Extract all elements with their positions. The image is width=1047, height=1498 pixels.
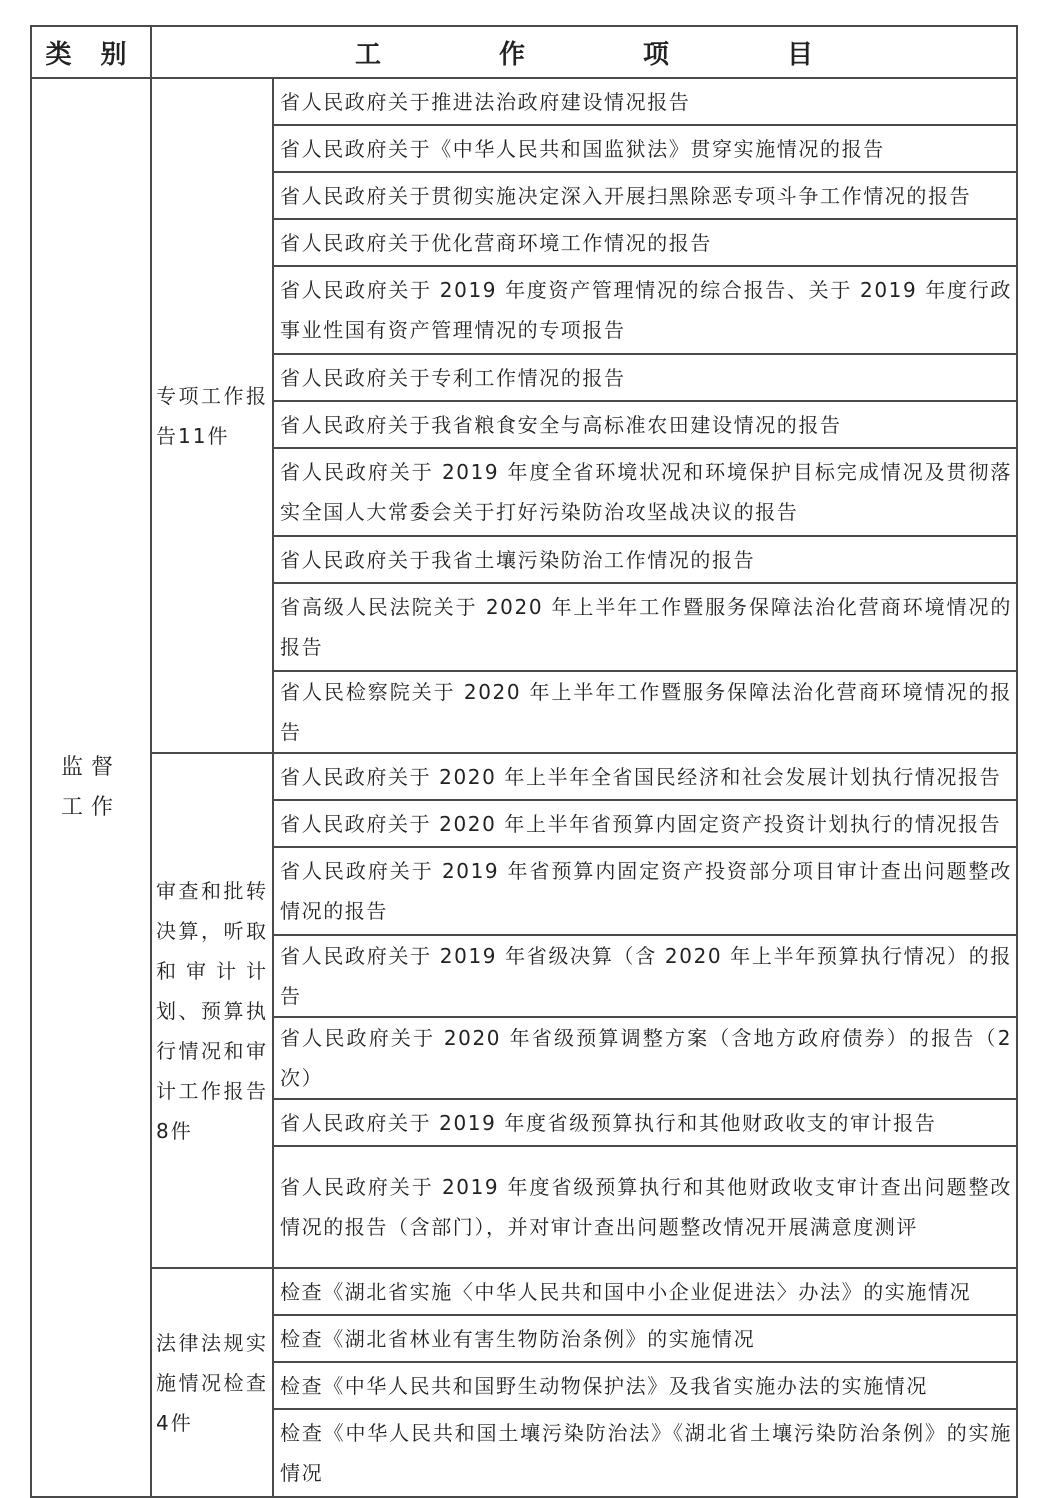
table-row: [31, 78, 1017, 125]
work-plan-table: [30, 25, 1018, 1498]
work-item: 省人民政府关于 2019 年度省级预算执行和其他财政收支审计查出问题整改情况的报告（含部门），并对审计查出问题整改情况开展满意度测评: [273, 1146, 1017, 1268]
group-label-law-inspection: 法律法规实施情况检查4件: [151, 1268, 273, 1497]
work-item: 省高级人民法院关于 2020 年上半年工作暨服务保障法治化营商环境情况的报告: [273, 583, 1017, 671]
work-item: 检查《中华人民共和国野生动物保护法》及我省实施办法的实施情况: [273, 1362, 1017, 1409]
work-item: 省人民政府关于 2019 年度资产管理情况的综合报告、关于 2019 年度行政事业性国有资产管理情况的专项报告: [273, 266, 1017, 354]
table-row: [31, 1268, 1017, 1315]
group-label-special-reports: 专项工作报告11件: [151, 78, 273, 753]
work-item: 省人民政府关于我省粮食安全与高标准农田建设情况的报告: [273, 401, 1017, 448]
work-item: 省人民政府关于 2019 年省级决算（含 2020 年上半年预算执行情况）的报告: [273, 935, 1017, 1017]
category-cell: [31, 78, 151, 1497]
header-work-items: [151, 26, 1017, 78]
work-item: 省人民政府关于贯彻实施决定深入开展扫黑除恶专项斗争工作情况的报告: [273, 172, 1017, 219]
work-item: 省人民检察院关于 2020 年上半年工作暨服务保障法治化营商环境情况的报告: [273, 671, 1017, 753]
work-item: 检查《中华人民共和国土壤污染防治法》《湖北省土壤污染防治条例》的实施情况: [273, 1409, 1017, 1497]
header-row: [31, 26, 1017, 78]
work-item: 检查《湖北省实施〈中华人民共和国中小企业促进法〉办法》的实施情况: [273, 1268, 1017, 1315]
work-item: 省人民政府关于 2020 年上半年省预算内固定资产投资计划执行的情况报告: [273, 800, 1017, 847]
work-plan-table-container: [30, 25, 1016, 1485]
work-item: 省人民政府关于 2020 年上半年全省国民经济和社会发展计划执行情况报告: [273, 753, 1017, 800]
group-label-budget-audit: 审查和批转决算，听取和审计计划、预算执行情况和审计工作报告8件: [151, 753, 273, 1268]
header-category: 类 别: [31, 26, 151, 78]
work-item: 省人民政府关于 2019 年省预算内固定资产投资部分项目审计查出问题整改情况的报告: [273, 847, 1017, 935]
work-item: 省人民政府关于《中华人民共和国监狱法》贯穿实施情况的报告: [273, 125, 1017, 172]
work-item: 省人民政府关于优化营商环境工作情况的报告: [273, 219, 1017, 266]
category-line-2: 工作: [60, 794, 121, 820]
work-item: 省人民政府关于专利工作情况的报告: [273, 354, 1017, 401]
work-item: 省人民政府关于 2019 年度省级预算执行和其他财政收支的审计报告: [273, 1099, 1017, 1146]
header-work-items-text: 工作项目: [355, 39, 932, 70]
work-item: 检查《湖北省林业有害生物防治条例》的实施情况: [273, 1315, 1017, 1362]
work-item: 省人民政府关于 2020 年省级预算调整方案（含地方政府债券）的报告（2 次）: [273, 1017, 1017, 1099]
work-item: 省人民政府关于 2019 年度全省环境状况和环境保护目标完成情况及贯彻落实全国人大常委会关于打好污染防治攻坚战决议的报告: [273, 448, 1017, 536]
work-item: 省人民政府关于推进法治政府建设情况报告: [273, 78, 1017, 125]
work-item: 省人民政府关于我省土壤污染防治工作情况的报告: [273, 536, 1017, 583]
category-line-1: 监督: [60, 754, 121, 780]
table-row: [31, 753, 1017, 800]
